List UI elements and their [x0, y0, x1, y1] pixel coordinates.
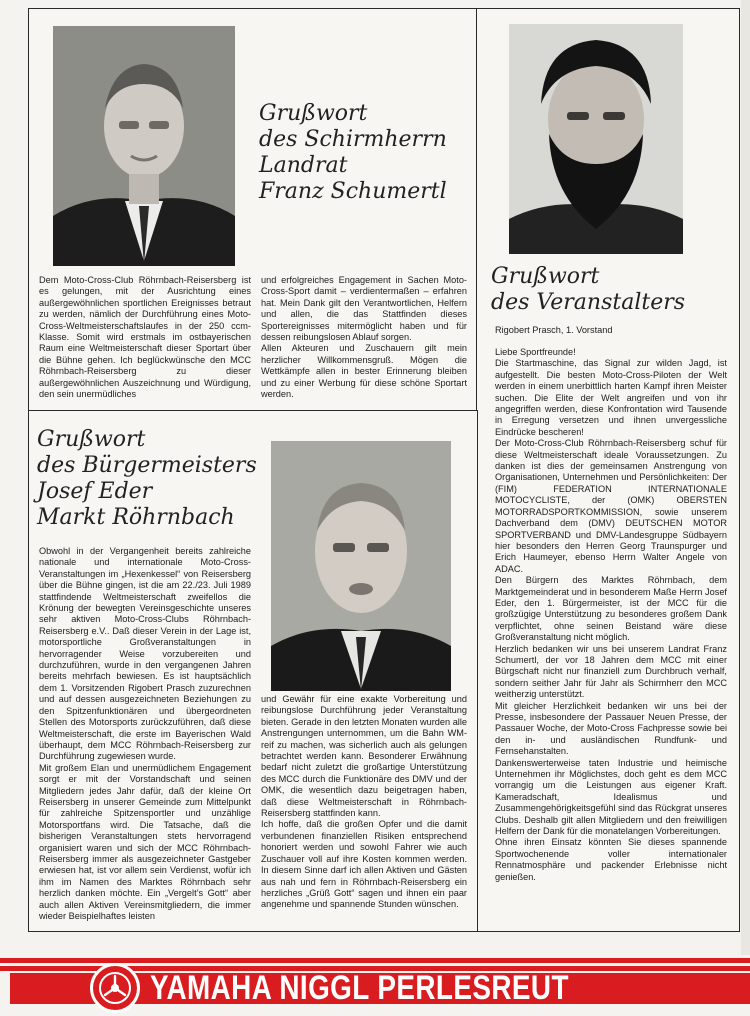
yamaha-tuning-fork-icon [90, 963, 140, 1013]
schirmherr-heading: Grußwort des Schirmherrn Landrat Franz Schumertl [259, 101, 447, 204]
buergermeister-heading: Grußwort des Bürgermeisters Josef Eder Markt Röhrnbach [37, 427, 257, 530]
paragraph: Ich hoffe, daß die großen Opfer und die damit verbundenen finanziellen Risiken entsprechend honoriert werden und sowohl Fahrer wie auch Zuschauer voll auf ihre Kosten kommen werden. In diesem Sinne darf ich allen Aktiven und Gästen aus nah und fern in Röhrnbach-Reisersberg ein herzliches „Grüß Gott“ sagen und ihnen ein paar angenehme und spannende Stunden wünschen. [261, 819, 467, 910]
paragraph: Obwohl in der Vergangenheit bereits zahlreiche nationale und internationale Moto-Cross-Veranstaltungen im „Hexenkessel“ von Reisersberg über die Bühne gingen, ist die am 22./23. Juli 1989 stattfindende Weltmeisterschaft zweifellos die Krönung der bewegten Vereinsgeschichte unseres sehr aktiven Moto-Cross-Clubs Röhrnbach-Reisersberg e.V.. Daß dieser Verein in der Lage ist, motorsportliche Großveranstaltungen in hervorragender Weise vorzubereiten und durchzuführen, wurde in den vergangenen Jahren bereits mehrfach bewiesen. Es ist hauptsächlich dem 1. Vorsitzenden Rigobert Prasch zuzurechnen und auf dessen ausgezeichneten Beziehungen zu den Spitzenfunktionären und übergeordneten Stellen des Motorsports zurückzuführen, daß diese Weltmeisterschaft, die erste im Bayerischen Wald überhaupt, dem MCC Röhrnbach-Reisersberg zur Durchführung zugewiesen wurde. [39, 546, 251, 762]
paragraph: Dankenswerterweise taten Industrie und heimische Unternehmen ihr Möglichstes, doch geht es dem MCC vorrangig um die Leistungen aus eigener Kraft. Kameradschaft, Idealismus und Zusammengehörigkeitsgefühl sind das Rückgrat unseres Clubs. Deshalb gilt allen Mitgliedern und den freiwilligen Helfern der Dank für die monatelangen Vorbereitungen. [495, 757, 727, 837]
schirmherr-section [28, 8, 478, 412]
buergermeister-section [28, 410, 478, 932]
buergermeister-body-left [39, 546, 251, 922]
paragraph: und Gewähr für eine exakte Vorbereitung und reibungslose Durchführung jeder Veranstaltung bieten. Gerade in den letzten Monaten wurden alle Anstrengungen unternommen, um die Bahn WM-reif zu machen, was sicherlich auch als gelungen betrachtet werden kann. Besonderer Erwähnung bedarf nicht zuletzt die großartige Unterstützung des MCC durch die Funktionäre des DMV und der OMK, die wesentlich dazu beigetragen haben, daß diese Weltmeisterschaft in Röhrnbach-Reisersberg stattfinden kann. [261, 694, 467, 819]
veranstalter-signature: Rigobert Prasch, 1. Vorstand [495, 325, 613, 335]
portrait-schirmherr [53, 26, 235, 266]
paragraph: Dem Moto-Cross-Club Röhrnbach-Reisersberg ist es gelungen, mit der Ausrichtung eines außergewöhnlichen sportlichen Ereignisses betraut zu werden, nämlich der Durchführung eines Moto-Cross-Weltmeisterschaftslaufes in der 250 ccm-Klasse. Somit wird erstmals im ostbayerischen Raum eine Weltmeisterschaft dieser Sportart über die Bühne gehen. Ich beglückwünsche den MCC Röhrnbach-Reisersberg zu dieser außergewöhnlichen Auszeichnung und Würdigung, den sein unermüdliches [39, 275, 251, 400]
sponsor-brand-text: YAMAHA NIGGL PERLESREUT [150, 969, 569, 1007]
paragraph: Allen Akteuren und Zuschauern gilt mein herzlicher Willkommensgruß. Mögen die Wettkämpfe allen in bester Erinnerung bleiben und zu einer Werbung für diese schöne Sportart werden. [261, 343, 467, 400]
page-edge [741, 0, 750, 955]
paragraph: Mit großem Elan und unermüdlichem Engagement sorgt er mit der Vorstandschaft und seinen Mitgliedern jedes Jahr dafür, daß der kleine Ort Reisersberg in unserer Gemeinde zum Mittelpunkt für zahlreiche Spitzensportler und unzählige Motorsportfans wird. Die Tatsache, daß die bisherigen Veranstaltungen stets hervorragend organisiert waren und sich der MCC Röhrnbach-Reisersberg immer als ausgezeichneter Gastgeber erwiesen hat, ist vor allem sein Verdienst, wofür ich ihm im Namen des Marktes Röhrnbach sehr herzlich danken möchte. Ein „Vergelt’s Gott“ aber auch allen Aktiven Vereinsmitgliedern, die immer wieder Beispielhaftes leisten [39, 762, 251, 921]
veranstalter-body [495, 347, 727, 883]
paragraph: Die Startmaschine, das Signal zur wilden Jagd, ist aufgestellt. Die besten Moto-Cross-Piloten der Welt werden in einem unerbittlich harten Kampf ihren Meister suchen. Die Elite der Welt angreifen und von ihr angegriffen werden, diese Konfrontation wird Tausende in Erregung versetzen und ihnen unvergessliche Eindrücke bescheren! [495, 358, 727, 437]
portrait-buergermeister [271, 441, 451, 691]
buergermeister-body-right [261, 694, 467, 911]
schirmherr-body-right [261, 275, 467, 400]
paragraph: und erfolgreiches Engagement in Sachen Moto-Cross-Sport damit – verdientermaßen – erfahren hat. Mein Dank gilt den Verantwortlichen, Helfern und allen, die das Stattfinden dieses Sportereignisses mitermöglicht haben und für dessen reibungslosen Ablauf sorgen. [261, 275, 467, 343]
paragraph: Der Moto-Cross-Club Röhrnbach-Reisersberg schuf für diese Weltmeisterschaft ideale Voraussetzungen. Zu danken ist dies der gemeinsamen Anstrengung von Organisationen, Unternehmen und Persönlichkeiten: Der (FIM) FEDERATION INTERNATIONALE MOTOCYCLISTE, der (OMK) OBERSTEN MOTORRADSPORTKOMMISSION, sowie unserem Dachverband dem (DMV) DEUTSCHEN MOTOR SPORTVERBAND und DMV-Landesgruppe Südbayern hier besonders den Herren Georg Traunspurger und Erich Haumeyer, ebenso Herrn Walter Angele von ADAC. [495, 438, 727, 574]
veranstalter-heading: Grußwort des Veranstalters [491, 264, 686, 315]
paragraph: Ohne ihren Einsatz könnten Sie dieses spannende Sportwochenende voller internationaler Rennatmosphäre und packender Erlebnisse nicht genießen. [495, 837, 727, 882]
paragraph: Liebe Sportfreunde! [495, 347, 576, 357]
paragraph: Herzlich bedanken wir uns bei unserem Landrat Franz Schumertl, der vor 18 Jahren dem MCC mit einer Bürgschaft nicht nur finanziell zum Durchbruch verhalf, sondern seither Jahr für Jahr als Schirmherr den MCC weitherzig unterstützt. [495, 643, 727, 700]
sponsor-banner [10, 969, 750, 1007]
sponsor-footer [0, 955, 750, 1016]
veranstalter-section [476, 8, 740, 932]
paragraph: Den Bürgern des Marktes Röhrnbach, dem Marktgemeinderat und in besonderem Maße Herrn Josef Eder, den 1. Bürgermeister, ist der MCC für die großzügige Unterstützung zu besonderes großem Dank verpflichtet, ohne seinen Beistand wäre diese Großveranstaltung nicht möglich. [495, 575, 727, 643]
portrait-veranstalter [509, 24, 683, 254]
schirmherr-body-left [39, 275, 251, 400]
paragraph: Mit gleicher Herzlichkeit bedanken wir uns bei der Presse, insbesondere der Passauer Neuen Presse, der Passauer Woche, der Moto-Cross Fachpresse sowie bei den in- und ausländischen Rundfunk- und Fernsehanstalten. [495, 700, 727, 757]
